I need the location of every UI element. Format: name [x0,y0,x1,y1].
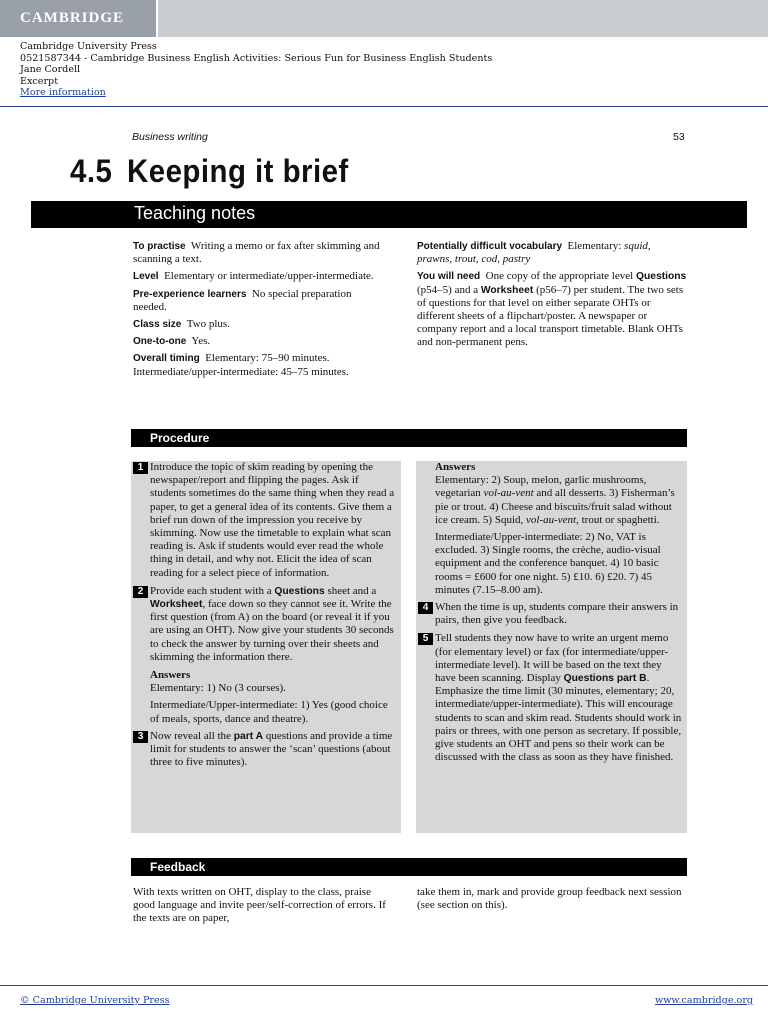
publisher-name: Cambridge University Press [20,41,157,52]
footer-copyright[interactable]: © Cambridge University Press [20,995,170,1006]
step-number-2: 2 [133,586,148,598]
answers-heading: Answers [150,669,191,682]
note-vocabulary: Potentially difficult vocabulary Elementary: squid, prawns, trout, cod, pastry [417,240,651,266]
feedback-right-column [417,886,687,916]
note-you-will-need: You will need One copy of the appropriate level Questions (p54–5) and a Worksheet (p56–7) per student. The two sets of questions for that level on either separate OHTs or different sheets of a flipchart/poster. A newspaper or company report and a local transport timetable. Blank OHTs and non-permanent pens. [417,270,687,349]
procedure-banner [131,429,687,447]
notes-left-column [133,240,383,383]
feedback-left-column [133,886,388,930]
isbn-title: 0521587344 - Cambridge Business English Activities: Serious Fun for Business English Students [20,52,493,64]
answer-intermediate: Intermediate/Upper-intermediate: 2) No, VAT is excluded. 3) Single rooms, the crèche, audio-visual equipment and the conference banquet. 4) 10 basic rooms = £600 for one night. 5) £10. 6) £20. 7) 45 minutes (7.15–8.00 am). [435,531,661,596]
note-level: Level Elementary or intermediate/upper-intermediate. [133,270,374,283]
step-number-4: 4 [418,602,433,614]
note-to-practise: To practise Writing a memo or fax after skimming and scanning a text. [133,240,380,266]
section-title: Teaching notes [134,203,256,223]
procedure-left-column [133,461,397,774]
header-divider [156,0,158,37]
cambridge-logo[interactable]: CAMBRIDGE [0,0,156,37]
procedure-step-5: 5 Tell students they now have to write an urgent memo (for elementary level) or fax (for intermediate/upper-intermediate level). It will be based on the text they have been scanning. Display Questions part B. Emphasize the time limit (30 minutes, elementary; 20, intermediate/upper-intermediate). This will encourage students to scan and skim read. Students should work in pairs or threes, with one person as secretary. If possible, give students an OHT and pens so their work can be discussed with the class as soon as they have finished. [418,632,684,764]
site-header-bar [0,0,768,37]
feedback-text-left: With texts written on OHT, display to the class, praise good language and invite peer/self-correction of errors. If the texts are on paper, [133,886,386,925]
procedure-step-3: 3 Now reveal all the part A questions and provide a time limit for students to answer the ‘scan’ questions (about three to five minutes). [133,730,397,770]
feedback-title: Feedback [150,860,206,874]
step-number-5: 5 [418,633,433,645]
page-number: 53 [673,131,685,143]
chapter-heading [70,153,349,190]
chapter-title: Keeping it brief [127,153,349,189]
header-rule [0,106,768,107]
procedure-step-2: 2 Provide each student with a Questions sheet and a Worksheet, face down so they cannot see it. Write the first question (from A) on the board (or reveal it if you are using an OHT). Now give your students 30 seconds to check the answer by turning over their sheets and skimming the information there. [133,585,397,664]
notes-right-column [417,240,687,354]
note-overall-timing: Overall timing Elementary: 75–90 minutes. Intermediate/upper-intermediate: 45–75 minutes. [133,352,349,378]
procedure-title: Procedure [150,431,210,445]
running-head: Business writing [132,131,208,143]
book-metadata [20,41,492,99]
author-name: Jane Cordell [20,64,81,76]
procedure-step-4: 4 When the time is up, students compare their answers in pairs, then give you feedback. [418,601,684,627]
note-one-to-one: One-to-one Yes. [133,335,211,348]
step-number-3: 3 [133,731,148,743]
procedure-right-column [418,461,684,769]
excerpt-label: Excerpt [20,75,59,87]
chapter-number: 4.5 [70,153,113,189]
step-3-answers [418,461,684,597]
footer-rule [0,985,768,986]
step-number-1: 1 [133,462,148,474]
answer-intermediate: Intermediate/Upper-intermediate: 1) Yes (good choice of meals, sports, dance and theatre). [150,699,388,725]
answer-elementary: Elementary: 2) Soup, melon, garlic mushrooms, vegetarian vol-au-vent and all desserts. 3) Fisherman’s pie or trout. 4) Cheese and biscuits/fruit salad without ice cream. 5) Squid, vol-au-vent, trout or spaghetti. [435,474,675,526]
footer-website-link[interactable]: www.cambridge.org [655,995,754,1006]
feedback-text-right: take them in, mark and provide group feedback next session (see section on this). [417,886,682,912]
feedback-banner [131,858,687,876]
answers-heading: Answers [435,461,476,473]
procedure-step-1: 1 Introduce the topic of skim reading by opening the newspaper/report and flipping the pages. Ask if students sometimes do the same thing when they read a paper, to get a general idea of its contents. Give them a brief run down of the impression you receive by skimming. Now use the timetable to explain what scan reading is. Ask if students would ever read the whole thing in detail, and why not. Elicit the idea of scan reading for a select piece of information. [133,461,397,580]
note-class-size: Class size Two plus. [133,318,230,331]
teaching-notes-banner [31,201,747,228]
note-pre-experience: Pre-experience learners No special preparation needed. [133,287,352,313]
answer-elementary: Elementary: 1) No (3 courses). [150,682,286,695]
more-information-link[interactable]: More information [20,87,106,99]
step-2-answers [133,669,397,726]
